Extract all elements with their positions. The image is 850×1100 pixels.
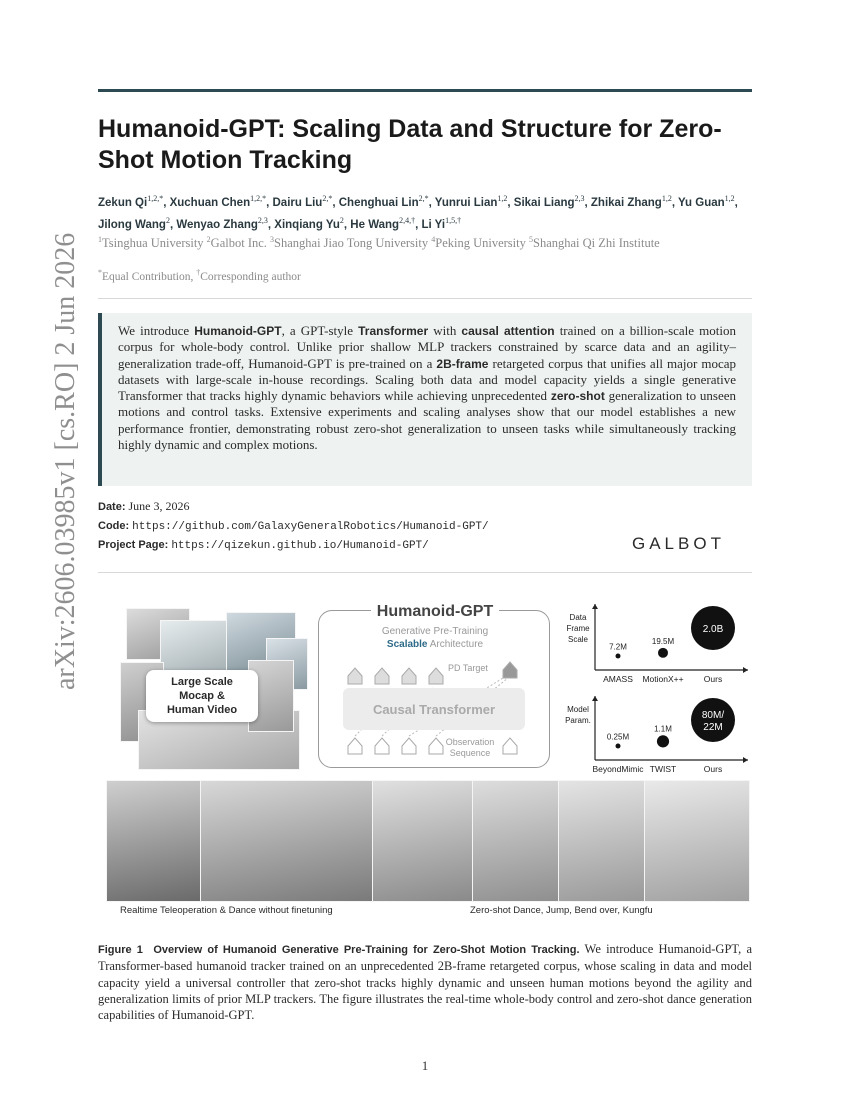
token-icon (402, 738, 416, 754)
page-number: 1 (421, 1058, 429, 1073)
y-axis-label: Scale (567, 635, 589, 644)
arxiv-stamp: arXiv:2606.03985v1 [cs.RO] 2 Jun 2026 (50, 232, 81, 690)
scaling-charts (563, 600, 753, 780)
data-point (616, 744, 621, 749)
x-axis-arrow (743, 757, 748, 763)
point-label: 2.0B (702, 624, 724, 635)
zeroshot-caption: Zero-shot Dance, Jump, Bend over, Kungfu (470, 905, 653, 916)
teleop-photo (106, 780, 202, 902)
code-row: Code: https://github.com/GalaxyGeneralRobotics/Humanoid-GPT/ (98, 520, 489, 533)
divider (98, 572, 752, 573)
token-icon (375, 738, 389, 754)
figure-1 (98, 600, 754, 920)
abstract-text: We introduce Humanoid-GPT, a GPT-style Transformer with causal attention trained on a billion-scale motion corpus for whole-body control. Unlike prior shallow MLP trackers constrained by scarce data and an agility–generalization trade-off, Humanoid-GPT is pre-trained on a 2B-frame retargeted corpus that unifies all major mocap datasets with large-scale in-house recordings. Scaling both data and model capacity yields a single generative Transformer that tracks highly dynamic behaviors while achieving unprecedented zero-shot generalization to unseen motions and control tasks. Extensive experiments and scaling analyses show that our model establishes a new performance frontier, demonstrating robust zero-shot generalization to unseen tasks while simultaneously tracking highly dynamic and complex motions. (118, 323, 736, 453)
author: Li $Yi^{1,5,\dagger}$ (421, 215, 462, 231)
affiliation: $^3$Shanghai Jiao Tong University (270, 235, 432, 251)
project-link[interactable]: https://qizekun.github.io/Humanoid-GPT/ (171, 540, 429, 552)
author: Dairu Liu$^{2,*}$ (272, 194, 333, 209)
token-icon (503, 662, 517, 678)
data-point (657, 735, 669, 747)
panel-subtitle: Generative Pre-Training Scalable Architecture (381, 626, 489, 650)
token-icon (375, 668, 389, 684)
author: Yunrui Lian$^{1,2}$ (434, 194, 508, 209)
token-icon (348, 738, 362, 754)
author: Sikai Liang$^{2,3}$ (513, 194, 585, 209)
zeroshot-photo (472, 780, 560, 902)
y-axis-label: Frame (566, 624, 590, 633)
point-label: 7.2M (609, 642, 627, 652)
code-link[interactable]: https://github.com/GalaxyGeneralRobotics/Humanoid-GPT/ (132, 521, 489, 533)
teleop-caption: Realtime Teleoperation & Dance without finetuning (120, 905, 333, 916)
point-label: 80M/ 22M (701, 710, 725, 733)
author: Zhikai Zhang$^{1,2}$ (590, 194, 672, 209)
corr-note: Corresponding author (200, 270, 301, 283)
data-scale-chart (566, 604, 748, 684)
x-tick-label: Ours (703, 674, 723, 684)
top-rule (98, 89, 752, 92)
param-scale-chart (565, 696, 748, 774)
data-point (616, 654, 621, 659)
author: Jilong Wang$^2$ (98, 215, 170, 231)
y-axis-arrow (592, 604, 598, 609)
observation-sequence-label: Observation Sequence (445, 737, 495, 758)
mocap-label-box: Large Scale Mocap & Human Video (146, 670, 258, 722)
abstract-box (98, 313, 752, 486)
causal-transformer-block: Causal Transformer (343, 688, 525, 730)
divider (98, 298, 752, 299)
y-axis-label: Param. (565, 716, 591, 725)
affiliations (98, 232, 758, 251)
y-axis-label: Model (567, 705, 589, 714)
author: Xuchuan Chen$^{1,2,*}$ (169, 194, 267, 209)
token-icon (429, 668, 443, 684)
equal-note: Equal Contribution, (102, 270, 197, 283)
affiliation: $^2$Galbot Inc. (206, 235, 271, 251)
author: Wenyao Zhang$^{2,3}$ (176, 215, 268, 231)
corr-mark: † (196, 268, 201, 277)
contribution-note (98, 266, 758, 284)
zeroshot-photo (644, 780, 750, 902)
date-value: June 3, 2026 (128, 499, 190, 513)
token-icon (348, 668, 362, 684)
affiliation: $^4$Peking University (431, 235, 529, 251)
data-point (658, 648, 668, 658)
author: Yu Guan$^{1,2}$ (678, 194, 735, 209)
author-list: Zekun $Qi^{1,2,*}$, Xuchuan Chen$^{1,2,*}$, Dairu Liu$^{2,*}$, Chenghuai Lin$^{2,*}$, Yunrui Lian$^{1,2}$, Sikai Liang$^{2,3}$, Zhikai Zhang$^{1,2}$, Yu Guan$^{1,2}$, Jilong Wang$^2$, Wenyao Zhang$^{2,3}$, Xinqiang Yu$^2$, He Wang$^{2,4,\dagger}$, Li $Yi^{1,5,\dagger}$ (98, 194, 738, 231)
point-label: 19.5M (651, 636, 675, 646)
zeroshot-photo (558, 780, 646, 902)
y-axis-label: Data (569, 613, 587, 622)
author: He Wang$^{2,4,\dagger}$ (350, 215, 416, 231)
teleop-photo (200, 780, 374, 902)
point-label: 0.25M (606, 732, 630, 742)
token-icon (503, 738, 517, 754)
affiliation: $^1$Tsinghua University (98, 235, 207, 251)
x-tick-label: AMASS (603, 674, 633, 684)
author: Chenghuai Lin$^{2,*}$ (338, 194, 429, 209)
x-tick-label: Ours (703, 764, 723, 774)
date-row: Date: June 3, 2026 (98, 499, 190, 513)
x-tick-label: BeyondMimic (592, 764, 644, 774)
paper-title: Humanoid-GPT: Scaling Data and Structure for Zero-Shot Motion Tracking (98, 115, 722, 174)
project-row: Project Page: https://qizekun.github.io/Humanoid-GPT/ (98, 539, 429, 552)
y-axis-arrow (592, 696, 598, 701)
token-icon (402, 668, 416, 684)
affiliation: $^5$Shanghai Qi Zhi Institute (529, 235, 660, 251)
pd-target-label: PD Target (448, 663, 488, 673)
x-axis-arrow (743, 667, 748, 673)
author: Zekun $Qi^{1,2,*}$ (98, 194, 164, 209)
point-label: 1.1M (654, 724, 672, 734)
figure-caption: Figure 1 Overview of Humanoid Generative Pre-Training for Zero-Shot Motion Tracking. We introduce Humanoid-GPT, a Transformer-based humanoid tracker trained on an unprecedented 2B-frame retargeted corpus, whose scaling in data and model capacity yield a universal controller that zero-shot tracks highly dynamic and unseen human motions beyond the agility and generalization limits of prior MLP trackers. The figure illustrates the real-time whole-body control and zero-shot dance generation capabilities of Humanoid-GPT. (98, 942, 752, 1023)
x-tick-label: MotionX++ (642, 674, 684, 684)
x-tick-label: TWIST (649, 764, 677, 774)
zeroshot-photo (372, 780, 474, 902)
equal-mark: * (98, 268, 102, 277)
panel-title: Humanoid-GPT (320, 603, 550, 621)
output-tokens (348, 662, 517, 684)
author: Xinqiang Yu$^2$ (274, 215, 344, 231)
galbot-logo: GALBOT (632, 534, 725, 553)
